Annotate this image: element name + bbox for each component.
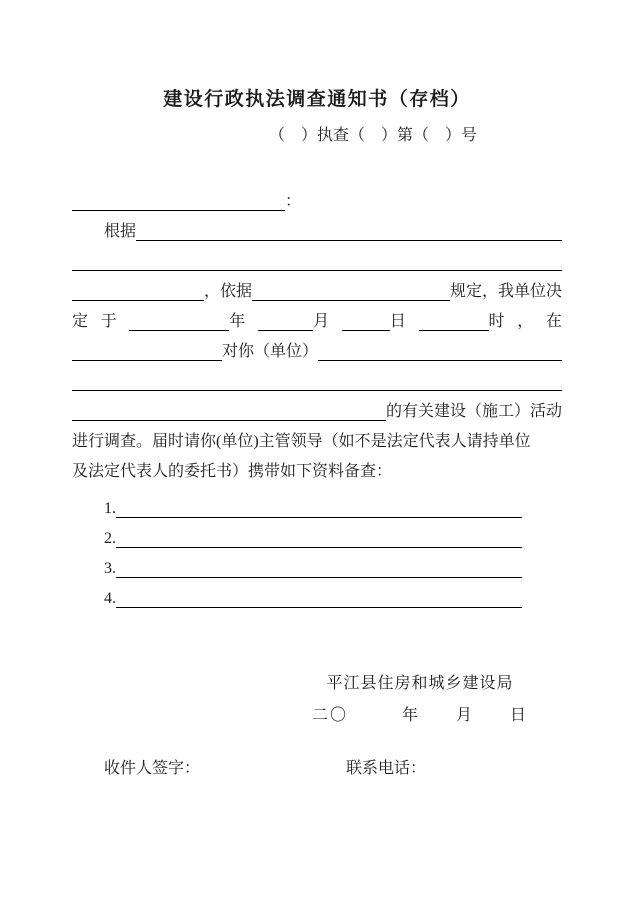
year-group <box>129 313 245 331</box>
activity-line <box>72 391 562 421</box>
unit-continuation-blank <box>72 373 562 391</box>
issue-date-line: 二〇 年 月 日 <box>311 707 528 725</box>
item-blank-1 <box>116 500 522 518</box>
signature-block <box>312 674 528 725</box>
hour-group <box>419 313 505 331</box>
activity-blank <box>72 403 386 421</box>
month-blank <box>258 313 313 331</box>
month-label: 月 <box>313 312 330 330</box>
document-number-line: （ ）执查（ ）第（ ）号 <box>268 127 477 144</box>
document-body <box>72 181 562 608</box>
item-number: 1. <box>104 499 116 517</box>
hour-label: 时 <box>488 312 505 330</box>
day-blank <box>342 313 390 331</box>
location-line <box>72 331 562 361</box>
unit-name-blank <box>318 343 562 361</box>
issuing-authority: 平江县住房和城乡建设局 <box>326 675 514 692</box>
checklist-item <box>72 548 562 578</box>
on-char: 于 <box>100 312 117 330</box>
regulation-decision-label: 规定，我单位决 <box>449 282 562 300</box>
salutation-colon: ： <box>285 192 302 210</box>
day-label: 日 <box>389 312 406 330</box>
unit-continuation-line <box>72 361 562 391</box>
basis-line <box>72 211 562 241</box>
item-blank-2 <box>116 530 522 548</box>
schedule-line <box>72 301 562 331</box>
checklist-item <box>72 488 562 518</box>
year-label: 年 <box>229 312 246 330</box>
location-blank <box>72 343 222 361</box>
item-blank-4 <box>116 590 522 608</box>
checklist-item <box>72 518 562 548</box>
item-number: 2. <box>104 529 116 547</box>
contact-phone-label: 联系电话： <box>346 760 427 778</box>
regulation-line <box>72 271 562 301</box>
checklist <box>72 488 562 608</box>
item-blank-3 <box>116 560 522 578</box>
document-content <box>72 0 562 778</box>
salutation-blank <box>72 193 285 211</box>
comma-char: ， <box>517 312 534 330</box>
basis-blank <box>136 223 562 241</box>
regulation-blank-2 <box>252 283 450 301</box>
according-to-label: ，依据 <box>204 282 253 300</box>
basis-label: 根据 <box>104 222 137 240</box>
activity-label: 的有关建设（施工）活动 <box>385 402 562 420</box>
year-blank <box>129 313 229 331</box>
entrust-text: 及法定代表人的委托书）携带如下资料备查： <box>72 462 393 480</box>
recipient-signature-label: 收件人签字： <box>104 760 201 778</box>
investigate-text: 进行调查。届时请你(单位)主管领导（如不是法定代表人请持单位 <box>72 432 531 450</box>
basis-continuation-line <box>72 241 562 271</box>
basis-continuation-blank <box>72 253 562 271</box>
item-number: 3. <box>104 559 116 577</box>
investigate-line <box>72 421 562 451</box>
decide-char: 定 <box>72 312 89 330</box>
regulation-blank-1 <box>72 283 204 301</box>
at-char: 在 <box>545 312 562 330</box>
checklist-item <box>72 578 562 608</box>
month-group <box>258 313 329 331</box>
entrust-line <box>72 451 562 481</box>
salutation-line <box>72 181 562 211</box>
document-title: 建设行政执法调查通知书（存档） <box>163 89 471 110</box>
to-you-label: 对你（单位） <box>222 342 319 360</box>
hour-blank <box>419 313 489 331</box>
footer-line <box>72 755 562 778</box>
item-number: 4. <box>104 589 116 607</box>
day-group <box>342 313 406 331</box>
